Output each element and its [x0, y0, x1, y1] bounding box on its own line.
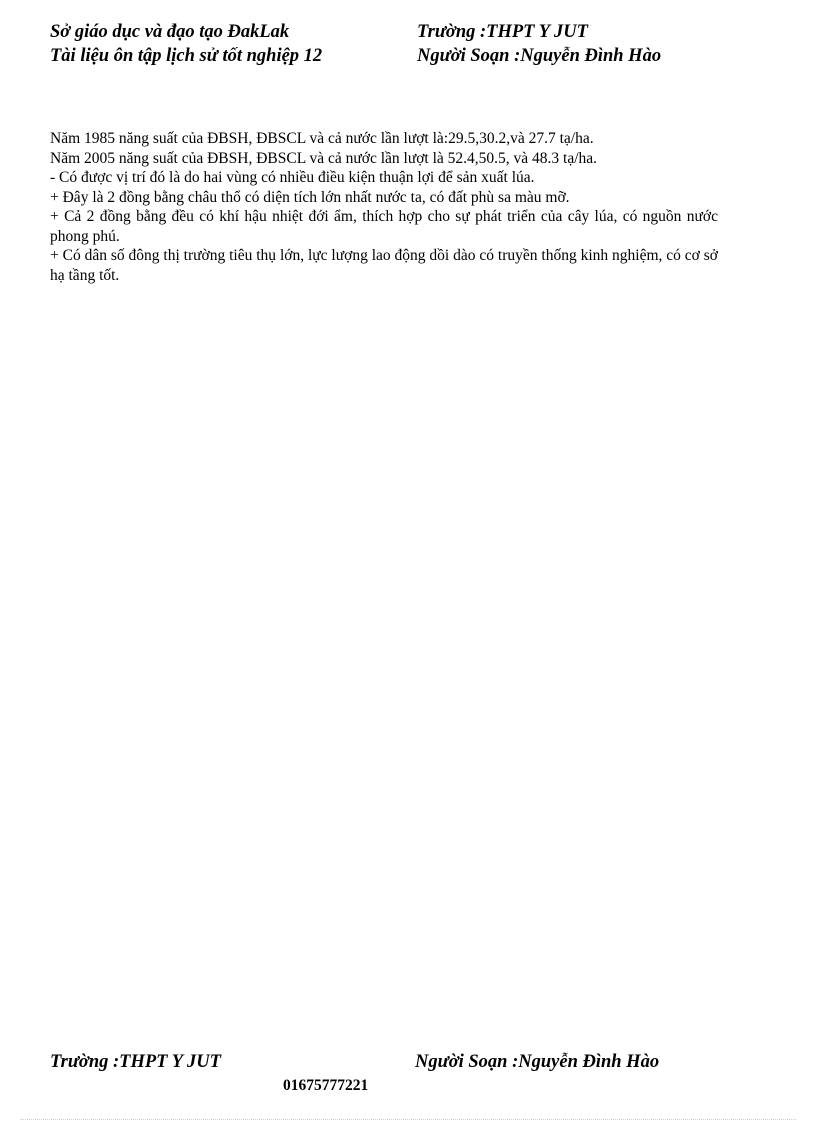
header-document-title: Tài liệu ôn tập lịch sử tốt nghiệp 12	[50, 46, 323, 66]
paragraph-reason-intro: - Có được vị trí đó là do hai vùng có nhiều điều kiện thuận lợi để sản xuất lúa.	[50, 169, 535, 186]
footer-line	[50, 1050, 770, 1074]
footer-author: Người Soạn :Nguyễn Đình Hào	[415, 1052, 660, 1072]
paragraph-yield-2005: Năm 2005 năng suất của ĐBSH, ĐBSCL và cả nước lần lượt là 52.4,50.5, và 48.3 tạ/ha.	[50, 149, 598, 167]
paragraph-reason-climate: + Cả 2 đồng bằng đều có khí hậu nhiệt đới ẩm, thích hợp cho sự phát triển của cây lúa, có nguồn nước phong phú.	[50, 208, 718, 245]
header-line-2	[50, 44, 770, 68]
paragraph-reason-population: + Có dân số đông thị trường tiêu thụ lớn, lực lượng lao động dồi dào có truyền thống kinh nghiệm, có cơ sở hạ tầng tốt.	[50, 247, 718, 284]
page-header	[50, 20, 770, 68]
header-department: Sở giáo dục và đạo tạo ĐakLak	[50, 22, 290, 42]
page-bottom-edge	[20, 1119, 796, 1120]
header-author: Người Soạn :Nguyễn Đình Hào	[417, 46, 662, 66]
page-footer	[50, 1050, 770, 1074]
header-school: Trường :THPT Y JUT	[417, 22, 588, 42]
footer-school: Trường :THPT Y JUT	[50, 1052, 221, 1072]
document-body	[50, 129, 718, 285]
paragraph-yield-1985: Năm 1985 năng suất của ĐBSH, ĐBSCL và cả nước lần lượt là:29.5,30.2,và 27.7 tạ/ha.	[50, 130, 594, 147]
paragraph-reason-land: + Đây là 2 đồng bằng châu thổ có diện tích lớn nhất nước ta, có đất phù sa màu mỡ.	[50, 188, 570, 206]
header-line-1	[50, 20, 770, 44]
footer-phone-number: 01675777221	[283, 1077, 369, 1094]
